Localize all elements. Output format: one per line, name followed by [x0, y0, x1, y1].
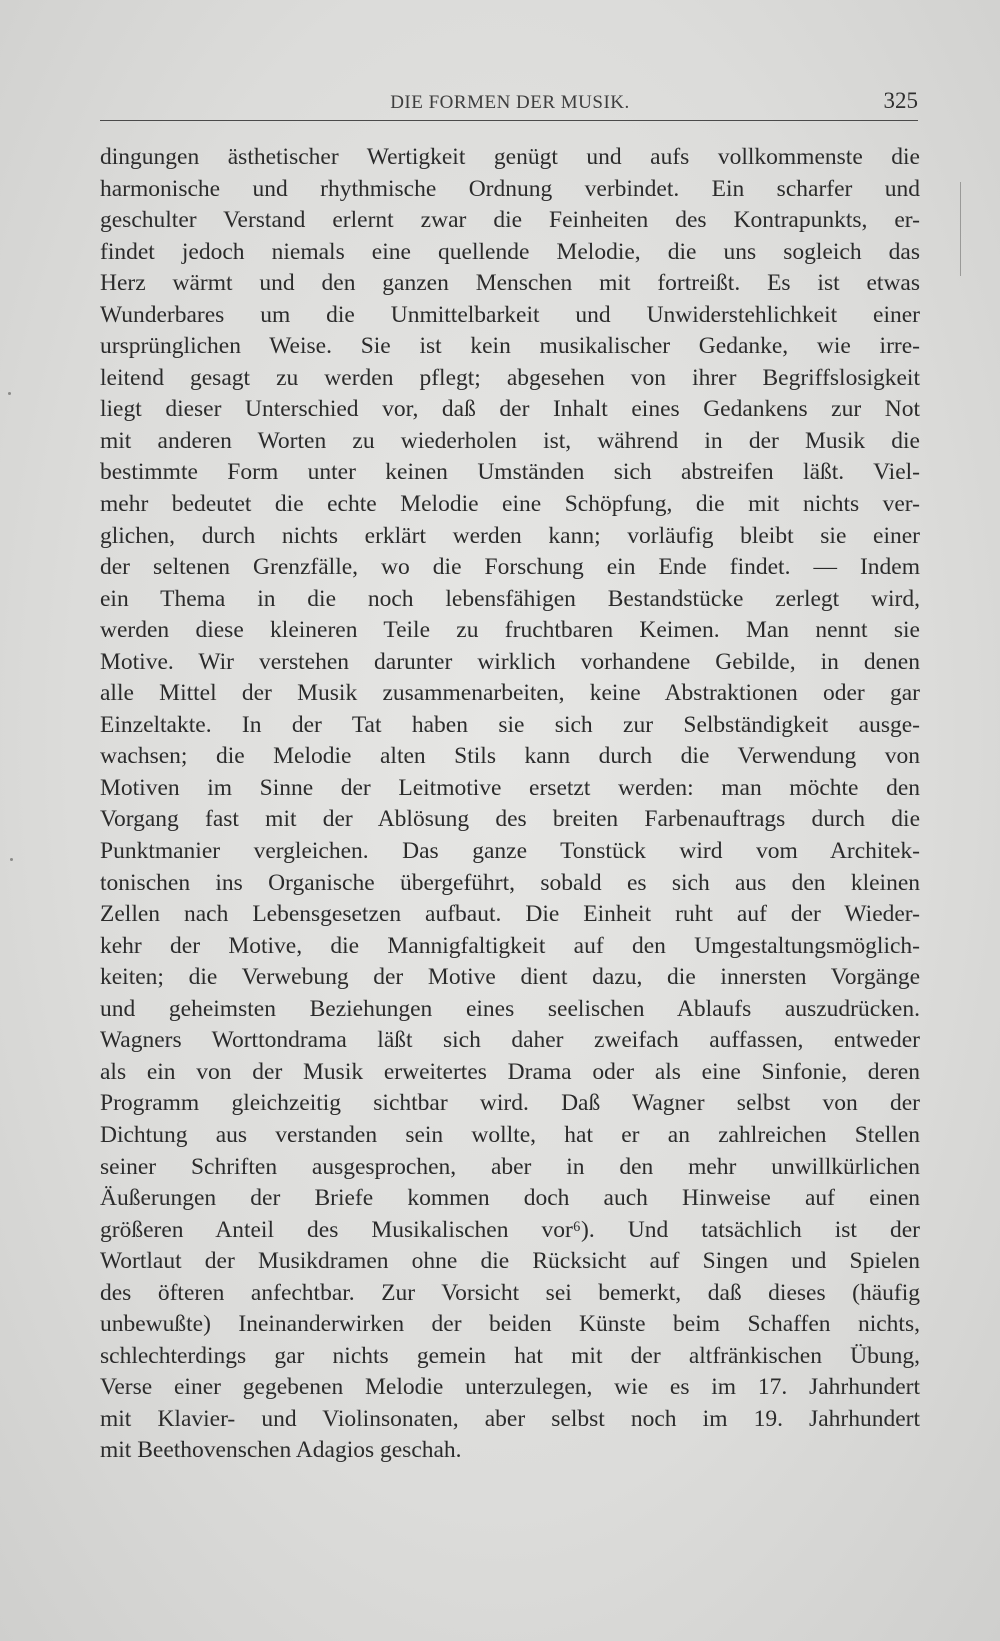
text-line: schlechterdings gar nichts gemein hat mit der altfränkischen Übung,: [100, 1342, 920, 1369]
text-line: Dichtung aus verstanden sein wollte, hat er an zahlreichen Stellen: [100, 1121, 920, 1148]
text-line: unbewußte) Ineinanderwirken der beiden Künste beim Schaffen nichts,: [100, 1311, 920, 1338]
text-line: keiten; die Verwebung der Motive dient dazu, die innersten Vorgänge: [100, 964, 920, 991]
text-line: Vorgang fast mit der Ablösung des breiten Farbenauftrags durch die: [100, 806, 920, 833]
text-line: und geheimsten Beziehungen eines seelischen Ablaufs auszudrücken.: [100, 995, 920, 1022]
text-line: kehr der Motive, die Mannigfaltigkeit auf den Umgestaltungsmöglich-: [100, 932, 920, 959]
text-line: wachsen; die Melodie alten Stils kann durch die Verwendung von: [100, 743, 920, 770]
text-line: ursprünglichen Weise. Sie ist kein musikalischer Gedanke, wie irre-: [100, 333, 920, 360]
text-line: des öfteren anfechtbar. Zur Vorsicht sei bemerkt, daß dieses (häufig: [100, 1279, 920, 1306]
text-line: Verse einer gegebenen Melodie unterzulegen, wie es im 17. Jahrhundert: [100, 1374, 920, 1401]
text-line: Wagners Worttondrama läßt sich daher zweifach auffassen, entweder: [100, 1027, 920, 1054]
text-line: der seltenen Grenzfälle, wo die Forschung ein Ende findet. — Indem: [100, 554, 920, 581]
page-number: 325: [883, 88, 918, 113]
body-text: [100, 142, 920, 1467]
text-line: mehr bedeutet die echte Melodie eine Schöpfung, die mit nichts ver-: [100, 491, 920, 518]
text-line: findet jedoch niemals eine quellende Melodie, die uns sogleich das: [100, 238, 920, 265]
text-line: Programm gleichzeitig sichtbar wird. Daß Wagner selbst von der: [100, 1090, 920, 1117]
text-line: Motive. Wir verstehen darunter wirklich vorhandene Gebilde, in denen: [100, 648, 920, 675]
text-line: ein Thema in die noch lebensfähigen Bestandstücke zerlegt wird,: [100, 585, 920, 612]
text-line: Zellen nach Lebensgesetzen aufbaut. Die Einheit ruht auf der Wieder-: [100, 901, 920, 928]
paper-speck: [10, 858, 13, 861]
paper-speck: [8, 392, 11, 395]
text-line: werden diese kleineren Teile zu fruchtbaren Keimen. Man nennt sie: [100, 617, 920, 644]
text-line: Äußerungen der Briefe kommen doch auch Hinweise auf einen: [100, 1185, 920, 1212]
text-line: alle Mittel der Musik zusammenarbeiten, keine Abstraktionen oder gar: [100, 680, 920, 707]
text-line: größeren Anteil des Musikalischen vor⁶). Und tatsächlich ist der: [100, 1216, 920, 1243]
text-line: mit anderen Worten zu wiederholen ist, während in der Musik die: [100, 427, 920, 454]
margin-mark: [960, 182, 961, 276]
text-line: tonischen ins Organische übergeführt, sobald es sich aus den kleinen: [100, 869, 920, 896]
text-line: Wunderbares um die Unmittelbarkeit und Unwiderstehlichkeit einer: [100, 301, 920, 328]
text-line: Einzeltakte. In der Tat haben sie sich zur Selbständigkeit ausge-: [100, 711, 920, 738]
text-line: Wortlaut der Musikdramen ohne die Rücksicht auf Singen und Spielen: [100, 1248, 920, 1275]
text-line: glichen, durch nichts erklärt werden kann; vorläufig bleibt sie einer: [100, 522, 920, 549]
header-rule: [100, 120, 918, 121]
text-line: Punktmanier vergleichen. Das ganze Tonstück wird vom Architek-: [100, 838, 920, 865]
text-line: mit Klavier- und Violinsonaten, aber selbst noch im 19. Jahrhundert: [100, 1405, 920, 1432]
text-line: bestimmte Form unter keinen Umständen sich abstreifen läßt. Viel-: [100, 459, 920, 486]
text-line: als ein von der Musik erweitertes Drama oder als eine Sinfonie, deren: [100, 1058, 920, 1085]
text-line: Motiven im Sinne der Leitmotive ersetzt werden: man möchte den: [100, 774, 920, 801]
text-line: liegt dieser Unterschied vor, daß der Inhalt eines Gedankens zur Not: [100, 396, 920, 423]
text-line: geschulter Verstand erlernt zwar die Feinheiten des Kontrapunkts, er-: [100, 207, 920, 234]
text-line: harmonische und rhythmische Ordnung verbindet. Ein scharfer und: [100, 175, 920, 202]
text-line: leitend gesagt zu werden pflegt; abgesehen von ihrer Begriffslosigkeit: [100, 364, 920, 391]
text-line: mit Beethovenschen Adagios geschah.: [100, 1437, 462, 1464]
text-line: Herz wärmt und den ganzen Menschen mit fortreißt. Es ist etwas: [100, 270, 920, 297]
running-head: [100, 86, 920, 120]
running-title: DIE FORMEN DER MUSIK.: [390, 92, 630, 113]
text-line: dingungen ästhetischer Wertigkeit genügt und aufs vollkommenste die: [100, 144, 920, 170]
text-line: seiner Schriften ausgesprochen, aber in den mehr unwillkürlichen: [100, 1153, 920, 1180]
